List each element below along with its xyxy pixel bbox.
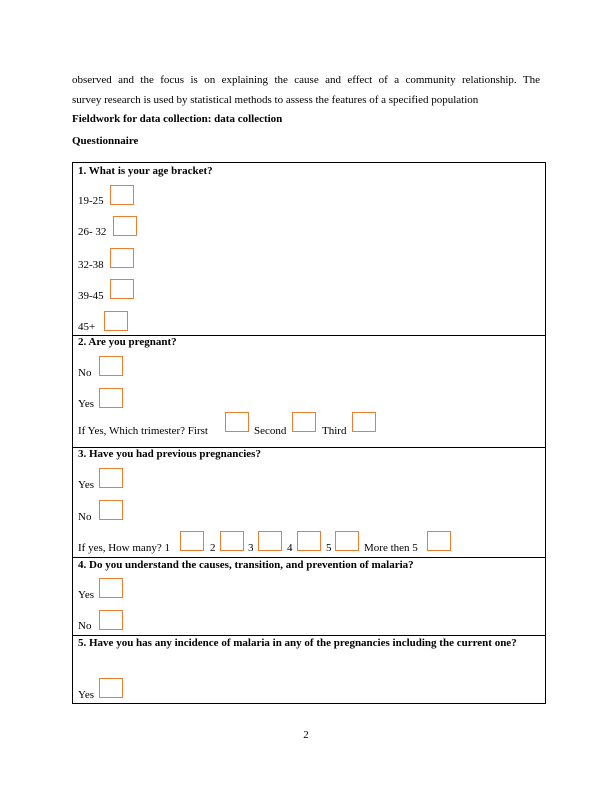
option-yes-label: Yes: [78, 689, 95, 701]
option-39-45-label: 39-45: [78, 290, 104, 302]
question-5-row: [73, 635, 545, 705]
count-4-label: 4: [287, 542, 293, 554]
count-5-label: 5: [326, 542, 332, 554]
checkbox-count-4[interactable]: [297, 531, 321, 551]
checkbox-previous-yes[interactable]: [99, 468, 123, 488]
checkbox-count-1[interactable]: [180, 531, 204, 551]
trimester-third-label: Third: [322, 425, 347, 437]
option-19-25-label: 19-25: [78, 195, 104, 207]
question-2-title: 2. Are you pregnant?: [78, 336, 177, 348]
question-4-row: [73, 557, 545, 636]
option-45-plus-label: 45+: [78, 321, 96, 333]
checkbox-trimester-third[interactable]: [352, 412, 376, 432]
checkbox-trimester-second[interactable]: [292, 412, 316, 432]
checkbox-count-more-than-5[interactable]: [427, 531, 451, 551]
option-yes-label: Yes: [78, 479, 95, 491]
questionnaire-table: [72, 162, 546, 704]
checkbox-32-38[interactable]: [110, 248, 134, 268]
questionnaire-heading: Questionnaire: [72, 135, 139, 147]
option-no-label: No: [78, 620, 92, 632]
count-3-label: 3: [248, 542, 254, 554]
checkbox-understand-yes[interactable]: [99, 578, 123, 598]
checkbox-39-45[interactable]: [110, 279, 134, 299]
question-1-title: 1. What is your age bracket?: [78, 165, 213, 177]
checkbox-26-32[interactable]: [113, 216, 137, 236]
checkbox-19-25[interactable]: [110, 185, 134, 205]
question-4-title: 4. Do you understand the causes, transition, and prevention of malaria?: [78, 559, 414, 571]
page-number: 2: [303, 729, 309, 741]
checkbox-trimester-first[interactable]: [225, 412, 249, 432]
checkbox-previous-no[interactable]: [99, 500, 123, 520]
checkbox-count-2[interactable]: [220, 531, 244, 551]
checkbox-count-5[interactable]: [335, 531, 359, 551]
option-yes-label: Yes: [78, 398, 95, 410]
checkbox-pregnant-no[interactable]: [99, 356, 123, 376]
trimester-second-label: Second: [254, 425, 287, 437]
question-5-title: 5. Have you has any incidence of malaria in any of the pregnancies including the current one?: [78, 637, 517, 649]
question-3-row: [73, 447, 545, 558]
question-3-title: 3. Have you had previous pregnancies?: [78, 448, 261, 460]
option-26-32-label: 26- 32: [78, 226, 107, 238]
more-than-5-label: More then 5: [364, 542, 418, 554]
option-32-38-label: 32-38: [78, 259, 104, 271]
fieldwork-heading: Fieldwork for data collection: data collection: [72, 113, 283, 125]
intro-line-1: observed and the focus is on explaining the cause and effect of a community relationship. The: [72, 74, 540, 86]
option-yes-label: Yes: [78, 589, 95, 601]
question-2-row: [73, 335, 545, 448]
intro-paragraph: [72, 70, 540, 110]
checkbox-count-3[interactable]: [258, 531, 282, 551]
checkbox-understand-no[interactable]: [99, 610, 123, 630]
how-many-question: If yes, How many? 1: [78, 542, 170, 554]
count-2-label: 2: [210, 542, 216, 554]
option-no-label: No: [78, 367, 92, 379]
checkbox-pregnant-yes[interactable]: [99, 388, 123, 408]
checkbox-malaria-yes[interactable]: [99, 678, 123, 698]
checkbox-45-plus[interactable]: [104, 311, 128, 331]
option-no-label: No: [78, 511, 92, 523]
intro-line-2: survey research is used by statistical methods to assess the features of a specified population: [72, 94, 479, 106]
question-1-row: [73, 163, 545, 336]
trimester-question: If Yes, Which trimester? First: [78, 425, 208, 437]
